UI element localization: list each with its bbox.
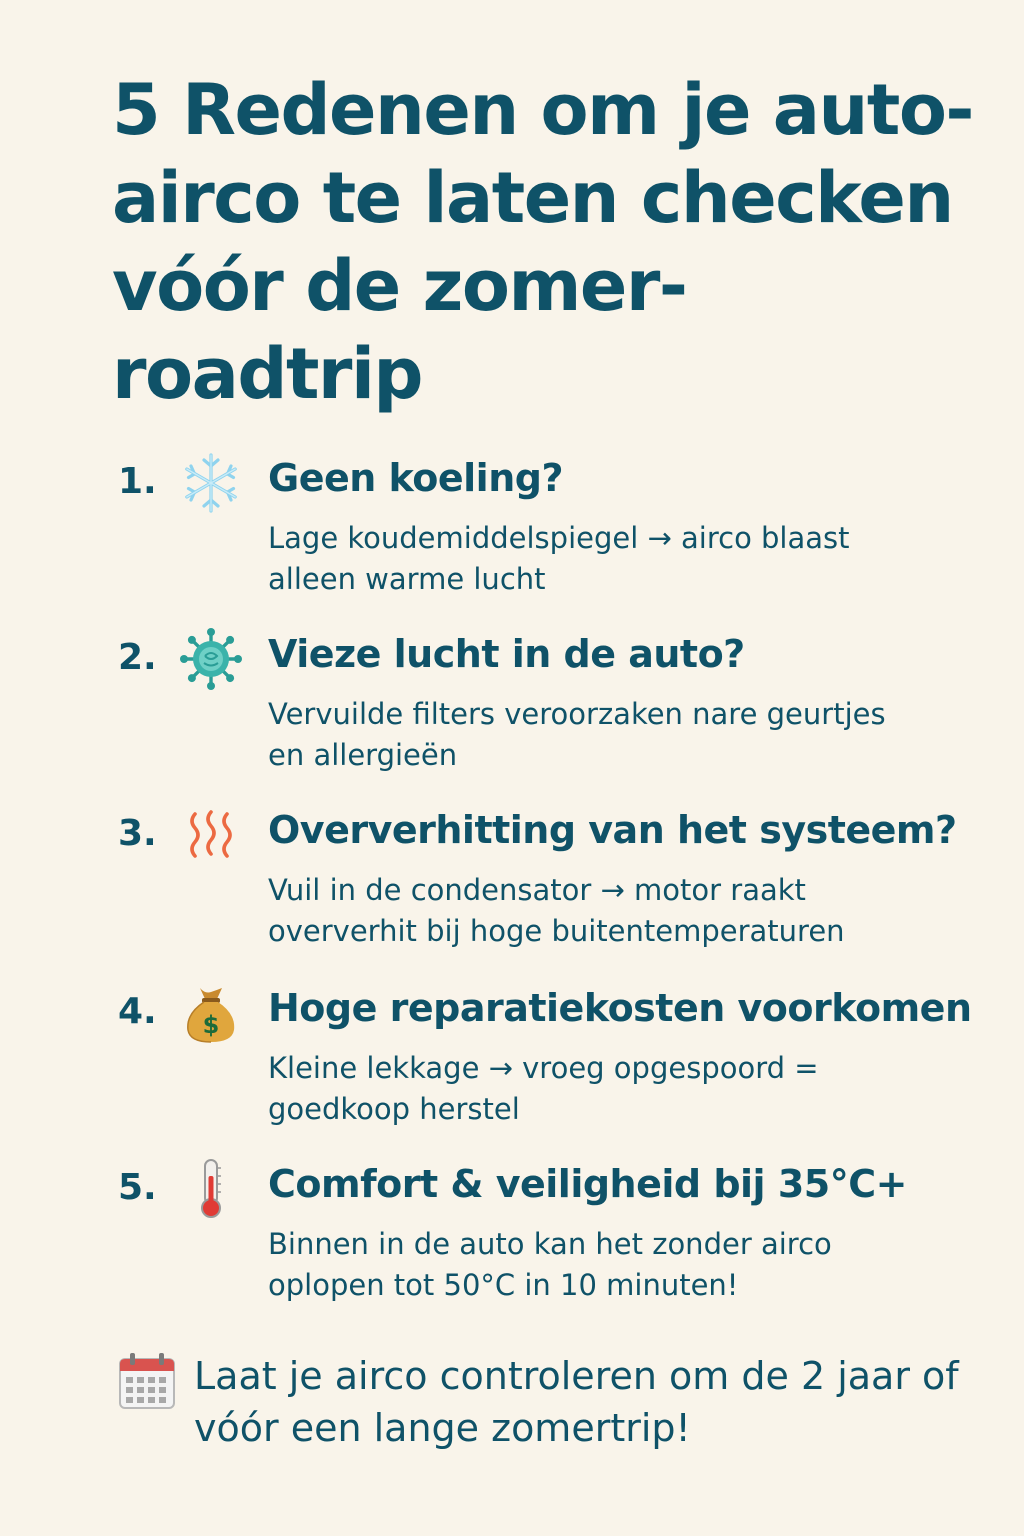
item-title: Comfort & veiligheid bij 35°C+	[268, 1162, 907, 1206]
heat-waves-icon	[178, 802, 244, 868]
list-item	[0, 980, 1024, 1140]
item-number: 5.	[118, 1167, 157, 1208]
item-number: 3.	[118, 813, 157, 854]
item-description: Lage koudemiddelspiegel → airco blaast alleen warme lucht	[268, 521, 850, 596]
page-title: 5 Redenen om je auto-airco te laten checken vóór de zomer-roadtrip	[112, 69, 973, 415]
item-description: Kleine lekkage → vroeg opgespoord = goedkoop herstel	[268, 1051, 819, 1126]
svg-text:$: $	[202, 1011, 220, 1039]
list-item	[0, 802, 1024, 962]
snowflake-icon	[178, 450, 244, 516]
thermometer-icon	[178, 1156, 244, 1222]
germ-icon	[178, 626, 244, 692]
list-item	[0, 1156, 1024, 1316]
item-description: Vuil in de condensator → motor raakt oververhit bij hoge buitentemperaturen	[268, 873, 845, 948]
item-title: Oververhitting van het systeem?	[268, 808, 957, 852]
footer-text: Laat je airco controleren om de 2 jaar of vóór een lange zomertrip!	[194, 1354, 959, 1450]
list-item	[0, 450, 1024, 610]
item-description: Vervuilde filters veroorzaken nare geurtjes en allergieën	[268, 697, 886, 772]
item-title: Geen koeling?	[268, 456, 563, 500]
item-title: Vieze lucht in de auto?	[268, 632, 745, 676]
item-description: Binnen in de auto kan het zonder airco oplopen tot 50°C in 10 minuten!	[268, 1227, 832, 1302]
item-number: 2.	[118, 637, 157, 678]
calendar-icon	[116, 1350, 178, 1412]
money-bag-icon	[178, 980, 244, 1046]
footer-note	[0, 1346, 1024, 1466]
list-item	[0, 626, 1024, 786]
item-number: 1.	[118, 461, 157, 502]
item-title: Hoge reparatiekosten voorkomen	[268, 986, 972, 1030]
item-number: 4.	[118, 991, 157, 1032]
